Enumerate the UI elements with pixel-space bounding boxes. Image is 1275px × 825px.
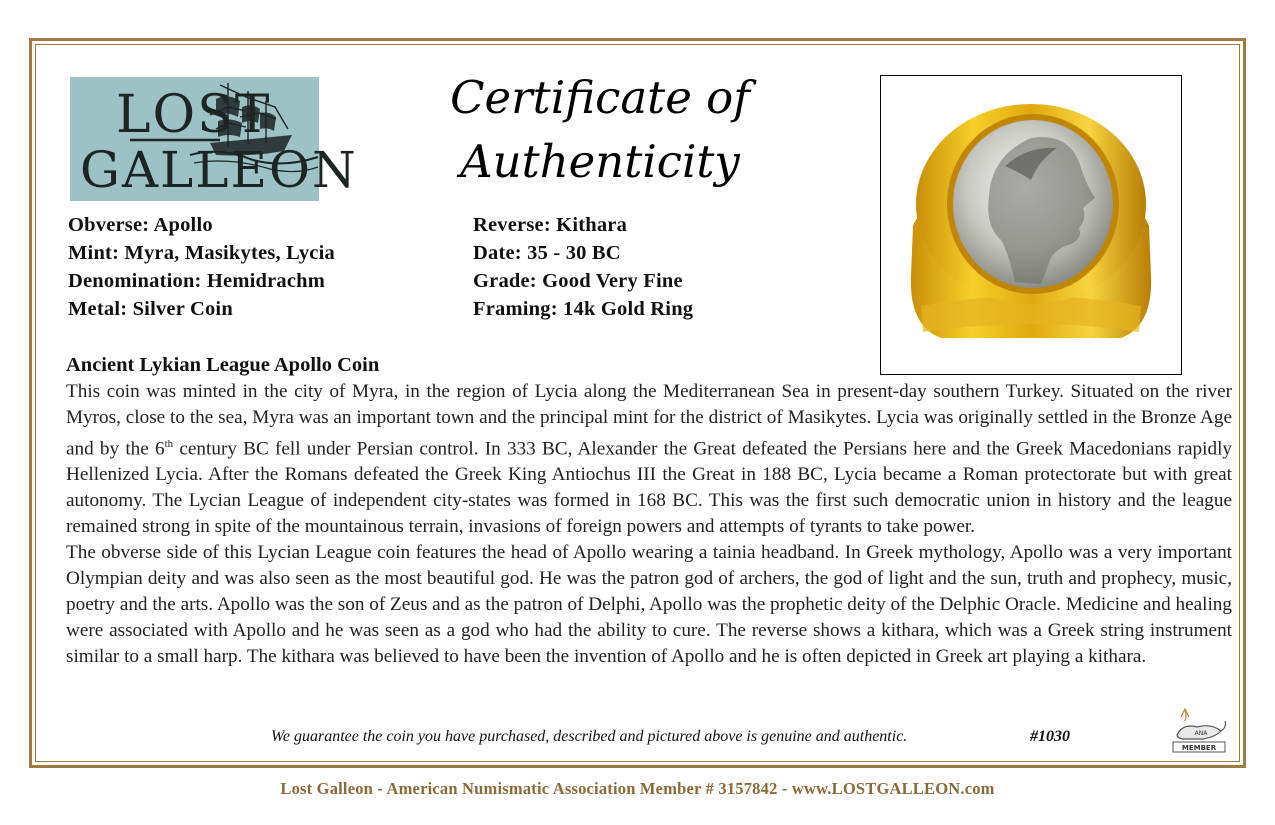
description-body <box>66 379 1232 670</box>
paragraph-1-text-a: This coin was minted in the city of Myra, in the region of Lycia along the Mediterranean Sea in present-day southern Turkey. Situated on the river Myros, close to the sea, Myra was an important town and the principal mint for the district of Masikytes. Lycia was originally settled in the Bronze Age and by the 6 <box>66 381 1232 460</box>
gold-ring-coin-image <box>881 76 1181 374</box>
ana-member-label: MEMBER <box>1181 744 1217 752</box>
description-heading: Ancient Lykian League Apollo Coin <box>66 354 380 376</box>
logo-text-galleon: GALLEON <box>80 141 358 199</box>
logo-text-lost: LOST <box>116 85 272 145</box>
field-denomination: Denomination: Hemidrachm <box>68 270 326 292</box>
paragraph-1-text-b: century BC fell under Persian control. In 333 BC, Alexander the Great defeated the Persians here and the Greek Macedonians rapidly Hellenized Lycia. After the Romans defeated the Greek King Antiochus III the Great in 188 BC, Lycia became a Roman protectorate but with great autonomy. The Lycian League of independent city-states was formed in 168 BC. This was the first such democratic union in history and the league remained strong in spite of the mountainous terrain, invasions of foreign powers and attempts of tyrants to take power. <box>66 438 1232 538</box>
ana-label: ANA <box>1194 730 1208 737</box>
footer-text: Lost Galleon - American Numismatic Association Member # 3157842 - www.LOSTGALLEON.com <box>280 779 995 798</box>
title-line-1: Certificate of <box>450 71 750 124</box>
ana-member-badge <box>1163 705 1233 757</box>
field-mint: Mint: Myra, Masikytes, Lycia <box>68 242 335 264</box>
field-metal: Metal: Silver Coin <box>68 298 233 320</box>
field-grade: Grade: Good Very Fine <box>473 270 683 292</box>
guarantee-statement: We guarantee the coin you have purchased, described and pictured above is genuine and authentic. <box>271 728 908 745</box>
certificate-title <box>440 66 760 194</box>
title-line-2: Authenticity <box>460 135 740 188</box>
field-date: Date: 35 - 30 BC <box>473 242 621 264</box>
certificate-number: #1030 <box>1030 728 1070 745</box>
field-obverse: Obverse: Apollo <box>68 214 213 236</box>
field-reverse: Reverse: Kithara <box>473 214 628 236</box>
coin-ring-photo <box>880 75 1182 375</box>
ana-lamp-icon <box>1163 705 1233 757</box>
field-framing: Framing: 14k Gold Ring <box>473 298 694 320</box>
paragraph-1-superscript: th <box>164 438 174 450</box>
lost-galleon-logo <box>70 77 358 201</box>
description-paragraph-1 <box>66 379 1232 540</box>
description-paragraph-2: The obverse side of this Lycian League coin features the head of Apollo wearing a tainia headband. In Greek mythology, Apollo was a very important Olympian deity and was also seen as the most beautiful god. He was the patron god of archers, the god of light and the sun, truth and prophecy, music, poetry and the arts. Apollo was the son of Zeus and as the patron of Delphi, Apollo was the prophetic deity of the Delphic Oracle. Medicine and healing were associated with Apollo and he was seen as a god who had the ability to cure. The reverse shows a kithara, which was a Greek string instrument similar to a small harp. The kithara was believed to have been the invention of Apollo and he is often depicted in Greek art playing a kithara. <box>66 542 1232 668</box>
